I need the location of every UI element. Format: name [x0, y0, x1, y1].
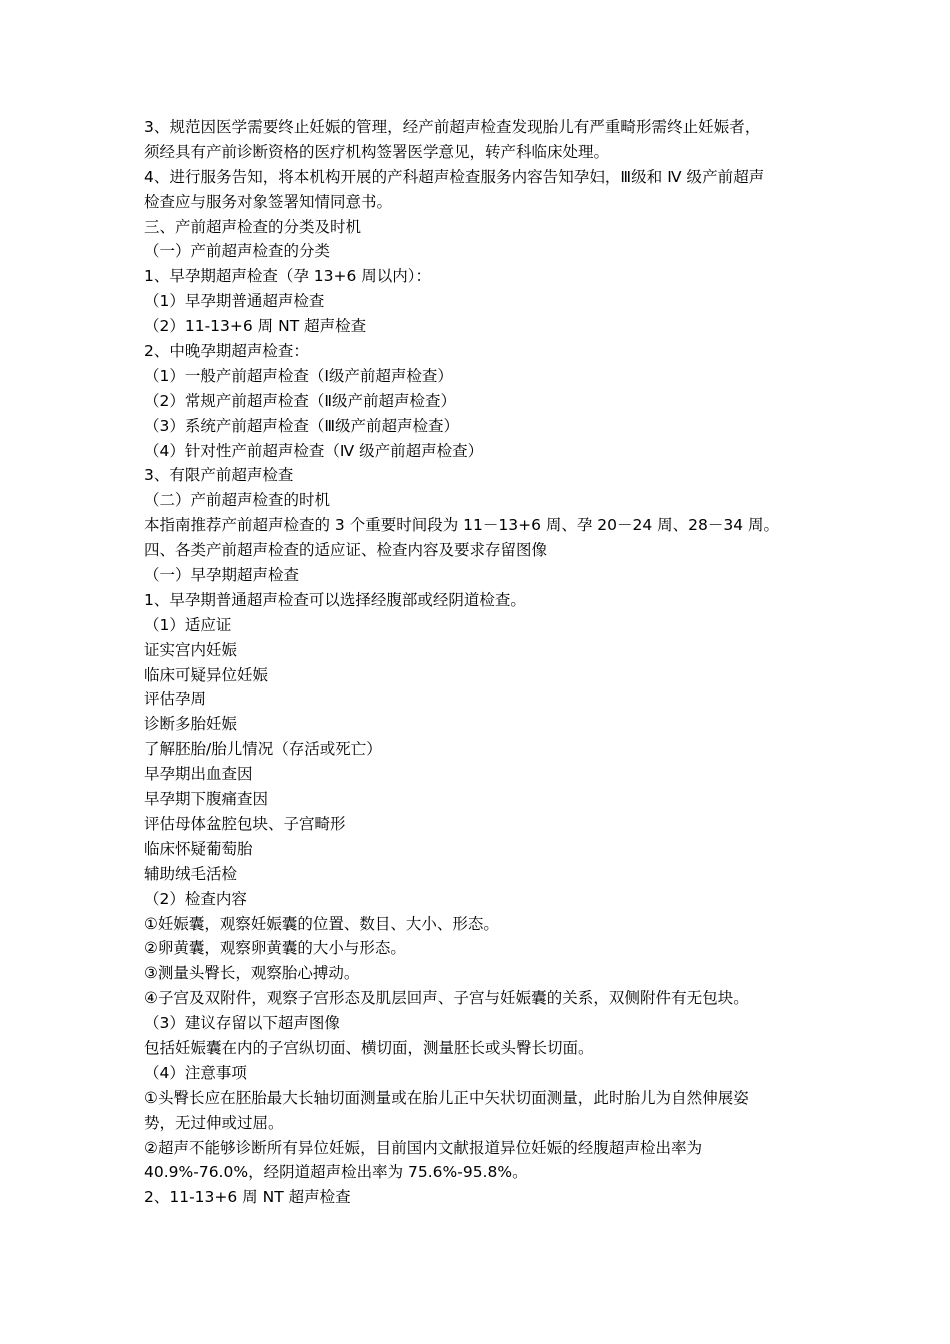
text-line: （3）系统产前超声检查（Ⅲ级产前超声检查） [144, 416, 460, 435]
list-item: 评估母体盆腔包块、子宫畸形 [144, 814, 346, 833]
list-item: 评估孕周 [144, 690, 207, 709]
text-line: ①妊娠囊，观察妊娠囊的位置、数目、大小、形态。 [144, 914, 499, 933]
text-line: ②卵黄囊，观察卵黄囊的大小与形态。 [144, 939, 406, 958]
subsection-heading: （一）产前超声检查的分类 [144, 242, 331, 261]
text-line: （1）一般产前超声检查（Ⅰ级产前超声检查） [144, 366, 453, 385]
text-line: 3、有限产前超声检查 [144, 466, 294, 485]
text-line: 包括妊娠囊在内的子宫纵切面、横切面，测量胚长或头臀长切面。 [144, 1038, 594, 1057]
document-body [144, 115, 809, 1210]
text-line: （3）建议存留以下超声图像 [144, 1014, 340, 1033]
text-line: ③测量头臀长，观察胎心搏动。 [144, 964, 360, 983]
list-item: 早孕期出血查因 [144, 765, 253, 784]
list-item: 临床可疑异位妊娠 [144, 665, 269, 684]
text-line: 本指南推荐产前超声检查的 3 个重要时间段为 11－13+6 周、孕 20－24 周、28－34 周。 [144, 516, 780, 535]
section-heading: 三、产前超声检查的分类及时机 [144, 217, 362, 236]
subsection-heading: （二）产前超声检查的时机 [144, 491, 331, 510]
text-line: ②超声不能够诊断所有异位妊娠，目前国内文献报道异位妊娠的经腹超声检出率为 [144, 1138, 703, 1157]
text-line: （2）检查内容 [144, 889, 247, 908]
text-line: （4）注意事项 [144, 1063, 247, 1082]
text-line: 检查应与服务对象签署知情同意书。 [144, 192, 393, 211]
text-line: （4）针对性产前超声检查（Ⅳ 级产前超声检查） [144, 441, 484, 460]
text-line: 40.9%-76.0%，经阴道超声检出率为 75.6%-95.8%。 [144, 1163, 528, 1182]
text-line: （2）常规产前超声检查（Ⅱ级产前超声检查） [144, 391, 456, 410]
list-item: 证实宫内妊娠 [144, 640, 238, 659]
text-line: 2、中晚孕期超声检查： [144, 342, 309, 361]
section-heading: 四、各类产前超声检查的适应证、检查内容及要求存留图像 [144, 541, 548, 560]
text-line: 1、早孕期普通超声检查可以选择经腹部或经阴道检查。 [144, 590, 526, 609]
text-line: ①头臀长应在胚胎最大长轴切面测量或在胎儿正中矢状切面测量，此时胎儿为自然伸展姿 [144, 1088, 749, 1107]
text-line: 2、11-13+6 周 NT 超声检查 [144, 1188, 351, 1207]
text-line: （1）早孕期普通超声检查 [144, 292, 325, 311]
list-item: 临床怀疑葡萄胎 [144, 839, 253, 858]
list-item: 了解胚胎/胎儿情况（存活或死亡） [144, 740, 382, 759]
list-item: 诊断多胎妊娠 [144, 715, 238, 734]
text-line: ④子宫及双附件，观察子宫形态及肌层回声、子宫与妊娠囊的关系，双侧附件有无包块。 [144, 989, 749, 1008]
list-item: 早孕期下腹痛查因 [144, 790, 269, 809]
text-line: 势，无过伸或过屈。 [144, 1113, 284, 1132]
text-line: 须经具有产前诊断资格的医疗机构签署医学意见，转产科临床处理。 [144, 142, 610, 161]
subsection-heading: （一）早孕期超声检查 [144, 566, 300, 585]
text-line: 3、规范因医学需要终止妊娠的管理，经产前超声检查发现胎儿有严重畸形需终止妊娠者， [144, 118, 761, 136]
text-line: （1）适应证 [144, 615, 232, 634]
text-line: （2）11-13+6 周 NT 超声检查 [144, 317, 367, 336]
text-line: 4、进行服务告知，将本机构开展的产科超声检查服务内容告知孕妇，Ⅲ级和 Ⅳ 级产前超声 [144, 167, 765, 186]
list-item: 辅助绒毛活检 [144, 864, 238, 883]
text-line: 1、早孕期超声检查（孕 13+6 周以内）： [144, 267, 432, 286]
